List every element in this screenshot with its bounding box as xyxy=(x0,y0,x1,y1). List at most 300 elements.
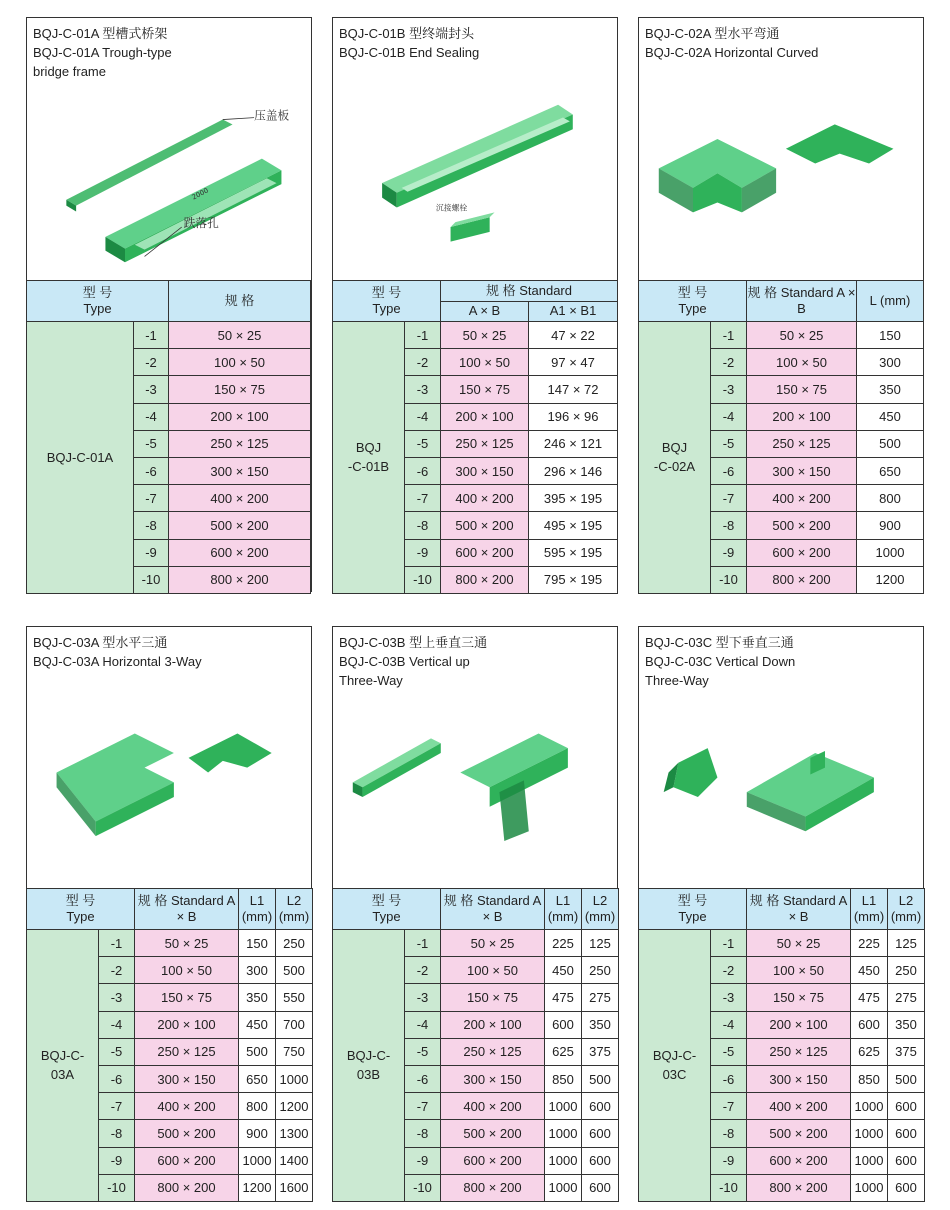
spec-col-header xyxy=(857,281,924,322)
spec-value-cell: 750 xyxy=(276,1038,313,1065)
spec-size-cell: 250 × 125 xyxy=(747,1038,851,1065)
model-suffix-cell: -6 xyxy=(405,1065,441,1092)
spec-size-cell: 400 × 200 xyxy=(169,485,311,512)
spec-table xyxy=(332,280,618,594)
type-header-cn: 型 号 xyxy=(677,893,708,908)
spec-size-cell: 500 × 200 xyxy=(747,1120,851,1147)
model-suffix-cell: -5 xyxy=(405,1038,441,1065)
spec-value-cell: 650 xyxy=(239,1065,276,1092)
model-suffix-cell: -8 xyxy=(711,512,747,539)
model-suffix-cell: -5 xyxy=(405,430,441,457)
model-suffix-cell: -4 xyxy=(134,403,169,430)
product-panel-6 xyxy=(638,626,924,1199)
type-name: BQJ-C-01A xyxy=(46,449,114,465)
spec-col-header: A × B xyxy=(441,301,529,322)
type-header-en: Type xyxy=(678,301,707,316)
spec-size-cell: 300 × 150 xyxy=(747,1065,851,1092)
spec-value-cell: 275 xyxy=(888,984,925,1011)
spec-size-cell: 800 × 200 xyxy=(441,1174,545,1201)
panel-title xyxy=(645,633,795,690)
title-line: BQJ-C-02A Horizontal Curved xyxy=(645,45,819,60)
spec-value-cell: 500 xyxy=(582,1065,619,1092)
spec-value-cell: 1000 xyxy=(545,1120,582,1147)
type-header-en: Type xyxy=(372,909,401,924)
spec-col-header-text: L (mm) xyxy=(869,293,911,308)
model-suffix-cell: -9 xyxy=(99,1147,135,1174)
type-header-cn: 型 号 xyxy=(371,893,402,908)
spec-value-cell: 495 × 195 xyxy=(529,512,618,539)
spec-size-cell: 50 × 25 xyxy=(747,930,851,957)
spec-value-cell: 150 xyxy=(239,930,276,957)
model-suffix-cell: -7 xyxy=(405,1093,441,1120)
type-name-cell xyxy=(333,930,405,1202)
spec-value-cell: 375 xyxy=(582,1038,619,1065)
model-suffix-cell: -1 xyxy=(99,930,135,957)
title-line: bridge frame xyxy=(33,64,106,79)
spec-value-cell: 1200 xyxy=(276,1093,313,1120)
spec-size-cell: 200 × 100 xyxy=(747,403,857,430)
product-illustration xyxy=(649,712,913,882)
model-suffix-cell: -6 xyxy=(134,457,169,484)
spec-size-cell: 250 × 125 xyxy=(169,430,311,457)
type-header xyxy=(333,281,441,322)
spec-col-header xyxy=(888,889,925,930)
spec-value-cell: 125 xyxy=(582,930,619,957)
spec-size-cell: 500 × 200 xyxy=(747,512,857,539)
title-line: BQJ-C-01A Trough-type xyxy=(33,45,172,60)
model-suffix-cell: -5 xyxy=(711,430,747,457)
spec-value-cell: 450 xyxy=(851,957,888,984)
spec-value-cell: 300 xyxy=(239,957,276,984)
spec-value-cell: 900 xyxy=(857,512,924,539)
spec-group-header: 规 格 Standard xyxy=(441,281,618,302)
spec-value-cell: 375 xyxy=(888,1038,925,1065)
product-illustration xyxy=(37,712,301,882)
type-name-cell xyxy=(27,322,134,594)
model-suffix-cell: -6 xyxy=(405,457,441,484)
spec-value-cell: 350 xyxy=(888,1011,925,1038)
spec-table xyxy=(26,280,311,594)
model-suffix-cell: -9 xyxy=(134,539,169,566)
spec-col-header-text: L2 (mm) xyxy=(584,893,616,924)
panel-title xyxy=(339,24,479,62)
spec-value-cell: 500 xyxy=(276,957,313,984)
spec-value-cell: 350 xyxy=(857,376,924,403)
spec-value-cell: 1000 xyxy=(851,1147,888,1174)
spec-value-cell: 500 xyxy=(857,430,924,457)
spec-size-cell: 600 × 200 xyxy=(135,1147,239,1174)
spec-size-cell: 400 × 200 xyxy=(747,1093,851,1120)
type-header-en: Type xyxy=(66,909,95,924)
model-suffix-cell: -3 xyxy=(405,984,441,1011)
product-panel-2 xyxy=(332,17,618,592)
spec-value-cell: 650 xyxy=(857,457,924,484)
type-header-en: Type xyxy=(678,909,707,924)
spec-value-cell: 600 xyxy=(888,1120,925,1147)
spec-size-cell: 100 × 50 xyxy=(441,349,529,376)
type-name-cell xyxy=(639,930,711,1202)
spec-value-cell: 600 xyxy=(545,1011,582,1038)
spec-size-cell: 200 × 100 xyxy=(169,403,311,430)
spec-value-cell: 1000 xyxy=(545,1174,582,1201)
spec-value-cell: 1000 xyxy=(276,1065,313,1092)
spec-size-cell: 250 × 125 xyxy=(441,430,529,457)
spec-col-header xyxy=(851,889,888,930)
spec-size-cell: 300 × 150 xyxy=(441,457,529,484)
spec-size-cell: 200 × 100 xyxy=(135,1011,239,1038)
model-suffix-cell: -7 xyxy=(405,485,441,512)
product-panel-5 xyxy=(332,626,618,1199)
model-suffix-cell: -4 xyxy=(405,1011,441,1038)
model-suffix-cell: -6 xyxy=(711,1065,747,1092)
title-line: BQJ-C-01A 型槽式桥架 xyxy=(33,26,168,41)
spec-value-cell: 700 xyxy=(276,1011,313,1038)
spec-col-header xyxy=(239,889,276,930)
spec-value-cell: 600 xyxy=(888,1093,925,1120)
spec-col-header-text: 规 格 Standard A × B xyxy=(749,893,848,924)
spec-size-cell: 500 × 200 xyxy=(441,512,529,539)
spec-size-cell: 400 × 200 xyxy=(747,485,857,512)
spec-value-cell: 250 xyxy=(888,957,925,984)
model-suffix-cell: -10 xyxy=(134,566,169,593)
spec-col-header-text: L2 (mm) xyxy=(890,893,922,924)
type-header xyxy=(639,889,747,930)
model-suffix-cell: -4 xyxy=(711,1011,747,1038)
model-suffix-cell: -1 xyxy=(711,930,747,957)
model-suffix-cell: -10 xyxy=(405,566,441,593)
spec-value-cell: 225 xyxy=(851,930,888,957)
spec-value-cell: 600 xyxy=(888,1174,925,1201)
type-name-cell xyxy=(27,930,99,1202)
spec-size-cell: 50 × 25 xyxy=(441,930,545,957)
table-row xyxy=(333,322,618,349)
type-name: BQJ -C-01B xyxy=(347,440,390,475)
model-suffix-cell: -6 xyxy=(99,1065,135,1092)
model-suffix-cell: -6 xyxy=(711,457,747,484)
model-suffix-cell: -8 xyxy=(134,512,169,539)
title-line: BQJ-C-03B 型上垂直三通 xyxy=(339,635,488,650)
spec-value-cell: 550 xyxy=(276,984,313,1011)
spec-size-cell: 50 × 25 xyxy=(441,322,529,349)
spec-value-cell: 625 xyxy=(851,1038,888,1065)
spec-value-cell: 250 xyxy=(582,957,619,984)
spec-size-cell: 250 × 125 xyxy=(135,1038,239,1065)
spec-table xyxy=(332,888,619,1202)
model-suffix-cell: -7 xyxy=(134,485,169,512)
model-suffix-cell: -10 xyxy=(711,566,747,593)
spec-value-cell: 250 xyxy=(276,930,313,957)
spec-size-cell: 100 × 50 xyxy=(441,957,545,984)
spec-size-cell: 150 × 75 xyxy=(135,984,239,1011)
spec-value-cell: 275 xyxy=(582,984,619,1011)
spec-value-cell: 246 × 121 xyxy=(529,430,618,457)
spec-value-cell: 47 × 22 xyxy=(529,322,618,349)
spec-col-header xyxy=(169,281,311,322)
spec-table xyxy=(26,888,313,1202)
spec-value-cell: 1000 xyxy=(239,1147,276,1174)
title-line: BQJ-C-03C Vertical Down xyxy=(645,654,796,669)
label-bolt: 沉接螺栓 xyxy=(435,203,468,213)
spec-size-cell: 600 × 200 xyxy=(441,539,529,566)
spec-col-header-text: L1 (mm) xyxy=(853,893,885,924)
model-suffix-cell: -7 xyxy=(99,1093,135,1120)
spec-size-cell: 600 × 200 xyxy=(747,539,857,566)
model-suffix-cell: -9 xyxy=(711,539,747,566)
spec-size-cell: 150 × 75 xyxy=(747,376,857,403)
spec-value-cell: 1400 xyxy=(276,1147,313,1174)
spec-size-cell: 500 × 200 xyxy=(135,1120,239,1147)
title-line: BQJ-C-03C 型下垂直三通 xyxy=(645,635,794,650)
model-suffix-cell: -8 xyxy=(405,512,441,539)
type-name-cell xyxy=(639,322,711,594)
model-suffix-cell: -3 xyxy=(711,984,747,1011)
spec-value-cell: 147 × 72 xyxy=(529,376,618,403)
spec-col-header-text: 规 格 Standard A × B xyxy=(747,285,856,316)
spec-size-cell: 50 × 25 xyxy=(169,322,311,349)
spec-table xyxy=(638,280,924,594)
spec-value-cell: 1300 xyxy=(276,1120,313,1147)
model-suffix-cell: -3 xyxy=(99,984,135,1011)
model-suffix-cell: -9 xyxy=(405,539,441,566)
model-suffix-cell: -3 xyxy=(405,376,441,403)
model-suffix-cell: -2 xyxy=(134,349,169,376)
model-suffix-cell: -3 xyxy=(711,376,747,403)
model-suffix-cell: -5 xyxy=(711,1038,747,1065)
spec-value-cell: 125 xyxy=(888,930,925,957)
spec-value-cell: 600 xyxy=(582,1120,619,1147)
spec-value-cell: 1000 xyxy=(545,1147,582,1174)
spec-value-cell: 795 × 195 xyxy=(529,566,618,593)
spec-value-cell: 225 xyxy=(545,930,582,957)
spec-value-cell: 1200 xyxy=(857,566,924,593)
model-suffix-cell: -5 xyxy=(99,1038,135,1065)
spec-size-cell: 300 × 150 xyxy=(135,1065,239,1092)
spec-size-cell: 800 × 200 xyxy=(441,566,529,593)
model-suffix-cell: -9 xyxy=(711,1147,747,1174)
model-suffix-cell: -1 xyxy=(405,322,441,349)
model-suffix-cell: -4 xyxy=(99,1011,135,1038)
spec-table xyxy=(638,888,925,1202)
spec-value-cell: 350 xyxy=(239,984,276,1011)
spec-col-header xyxy=(135,889,239,930)
spec-value-cell: 475 xyxy=(851,984,888,1011)
spec-col-header-text: L2 (mm) xyxy=(278,893,310,924)
spec-col-header-text: 规 格 xyxy=(224,293,255,308)
model-suffix-cell: -2 xyxy=(405,349,441,376)
type-header-cn: 型 号 xyxy=(65,893,96,908)
spec-col-header xyxy=(545,889,582,930)
model-suffix-cell: -9 xyxy=(405,1147,441,1174)
spec-size-cell: 800 × 200 xyxy=(747,566,857,593)
model-suffix-cell: -4 xyxy=(711,403,747,430)
spec-value-cell: 800 xyxy=(239,1093,276,1120)
spec-size-cell: 200 × 100 xyxy=(747,1011,851,1038)
product-illustration xyxy=(343,712,607,882)
product-illustration xyxy=(37,88,301,288)
model-suffix-cell: -2 xyxy=(711,349,747,376)
model-suffix-cell: -1 xyxy=(711,322,747,349)
type-header xyxy=(333,889,441,930)
spec-size-cell: 150 × 75 xyxy=(747,984,851,1011)
title-line: BQJ-C-01B 型终端封头 xyxy=(339,26,475,41)
model-suffix-cell: -2 xyxy=(405,957,441,984)
panel-title xyxy=(33,24,172,81)
spec-size-cell: 600 × 200 xyxy=(169,539,311,566)
table-row xyxy=(333,930,619,957)
model-suffix-cell: -8 xyxy=(711,1120,747,1147)
type-header-en: Type xyxy=(372,301,401,316)
spec-value-cell: 900 xyxy=(239,1120,276,1147)
title-line: BQJ-C-02A 型水平弯通 xyxy=(645,26,780,41)
spec-value-cell: 300 xyxy=(857,349,924,376)
label-length: 2000 xyxy=(190,186,210,202)
spec-size-cell: 150 × 75 xyxy=(169,376,311,403)
spec-value-cell: 595 × 195 xyxy=(529,539,618,566)
spec-size-cell: 100 × 50 xyxy=(135,957,239,984)
title-line: Three-Way xyxy=(339,673,403,688)
spec-value-cell: 395 × 195 xyxy=(529,485,618,512)
spec-size-cell: 100 × 50 xyxy=(747,957,851,984)
spec-value-cell: 600 xyxy=(851,1011,888,1038)
product-panel-3 xyxy=(638,17,924,592)
spec-value-cell: 500 xyxy=(239,1038,276,1065)
type-header xyxy=(639,281,747,322)
model-suffix-cell: -10 xyxy=(99,1174,135,1201)
model-suffix-cell: -10 xyxy=(405,1174,441,1201)
spec-size-cell: 300 × 150 xyxy=(747,457,857,484)
spec-size-cell: 250 × 125 xyxy=(747,430,857,457)
spec-value-cell: 600 xyxy=(582,1174,619,1201)
spec-size-cell: 800 × 200 xyxy=(135,1174,239,1201)
spec-value-cell: 600 xyxy=(582,1147,619,1174)
type-header-cn: 型 号 xyxy=(82,285,113,300)
spec-value-cell: 450 xyxy=(857,403,924,430)
model-suffix-cell: -5 xyxy=(134,430,169,457)
spec-col-header-text: 规 格 Standard A × B xyxy=(443,893,542,924)
spec-value-cell: 800 xyxy=(857,485,924,512)
spec-size-cell: 600 × 200 xyxy=(441,1147,545,1174)
title-line: BQJ-C-01B End Sealing xyxy=(339,45,480,60)
spec-value-cell: 196 × 96 xyxy=(529,403,618,430)
model-suffix-cell: -7 xyxy=(711,485,747,512)
spec-value-cell: 150 xyxy=(857,322,924,349)
type-name: BQJ-C- 03A xyxy=(40,1048,85,1083)
spec-col-header xyxy=(582,889,619,930)
spec-col-header-text: L1 (mm) xyxy=(241,893,273,924)
spec-value-cell: 350 xyxy=(582,1011,619,1038)
type-header-cn: 型 号 xyxy=(677,285,708,300)
spec-col-header xyxy=(276,889,313,930)
model-suffix-cell: -2 xyxy=(711,957,747,984)
type-header-en: Type xyxy=(83,301,112,316)
spec-value-cell: 475 xyxy=(545,984,582,1011)
label-cover-plate: 压盖板 xyxy=(254,108,290,123)
spec-size-cell: 400 × 200 xyxy=(135,1093,239,1120)
product-illustration xyxy=(343,78,607,288)
spec-size-cell: 300 × 150 xyxy=(441,1065,545,1092)
spec-value-cell: 1000 xyxy=(851,1174,888,1201)
model-suffix-cell: -3 xyxy=(134,376,169,403)
panel-title xyxy=(339,633,487,690)
spec-value-cell: 1000 xyxy=(851,1120,888,1147)
spec-value-cell: 850 xyxy=(545,1065,582,1092)
spec-col-header-text: L1 (mm) xyxy=(547,893,579,924)
type-header xyxy=(27,281,169,322)
spec-value-cell: 450 xyxy=(239,1011,276,1038)
model-suffix-cell: -4 xyxy=(405,403,441,430)
type-name: BQJ -C-02A xyxy=(653,440,696,475)
spec-value-cell: 1600 xyxy=(276,1174,313,1201)
product-panel-1 xyxy=(26,17,312,592)
panel-title xyxy=(33,633,202,671)
spec-value-cell: 97 × 47 xyxy=(529,349,618,376)
spec-value-cell: 500 xyxy=(888,1065,925,1092)
spec-col-header xyxy=(441,889,545,930)
table-row xyxy=(639,322,924,349)
type-name-cell xyxy=(333,322,405,594)
spec-col-header-text: 规 格 Standard A × B xyxy=(137,893,236,924)
model-suffix-cell: -8 xyxy=(99,1120,135,1147)
spec-value-cell: 450 xyxy=(545,957,582,984)
spec-size-cell: 500 × 200 xyxy=(169,512,311,539)
model-suffix-cell: -1 xyxy=(405,930,441,957)
spec-size-cell: 200 × 100 xyxy=(441,1011,545,1038)
panel-title xyxy=(645,24,818,62)
spec-col-header: A1 × B1 xyxy=(529,301,618,322)
title-line: BQJ-C-03B Vertical up xyxy=(339,654,470,669)
title-line: BQJ-C-03A 型水平三通 xyxy=(33,635,168,650)
spec-size-cell: 600 × 200 xyxy=(747,1147,851,1174)
model-suffix-cell: -2 xyxy=(99,957,135,984)
model-suffix-cell: -1 xyxy=(134,322,169,349)
spec-value-cell: 625 xyxy=(545,1038,582,1065)
product-illustration xyxy=(649,78,913,288)
type-name: BQJ-C- 03B xyxy=(346,1048,391,1083)
spec-size-cell: 300 × 150 xyxy=(169,457,311,484)
spec-value-cell: 600 xyxy=(582,1093,619,1120)
spec-size-cell: 50 × 25 xyxy=(135,930,239,957)
spec-size-cell: 800 × 200 xyxy=(169,566,311,593)
title-line: BQJ-C-03A Horizontal 3-Way xyxy=(33,654,202,669)
model-suffix-cell: -10 xyxy=(711,1174,747,1201)
spec-size-cell: 150 × 75 xyxy=(441,984,545,1011)
table-row xyxy=(27,322,311,349)
spec-size-cell: 100 × 50 xyxy=(747,349,857,376)
spec-size-cell: 400 × 200 xyxy=(441,1093,545,1120)
model-suffix-cell: -8 xyxy=(405,1120,441,1147)
spec-size-cell: 400 × 200 xyxy=(441,485,529,512)
table-row xyxy=(27,930,313,957)
spec-col-header xyxy=(747,889,851,930)
spec-size-cell: 100 × 50 xyxy=(169,349,311,376)
spec-value-cell: 1000 xyxy=(851,1093,888,1120)
title-line: Three-Way xyxy=(645,673,709,688)
spec-value-cell: 296 × 146 xyxy=(529,457,618,484)
type-header xyxy=(27,889,135,930)
type-header-cn: 型 号 xyxy=(371,285,402,300)
spec-value-cell: 1200 xyxy=(239,1174,276,1201)
spec-size-cell: 50 × 25 xyxy=(747,322,857,349)
spec-value-cell: 600 xyxy=(888,1147,925,1174)
label-drop-hole: 跌落孔 xyxy=(183,216,219,231)
spec-value-cell: 850 xyxy=(851,1065,888,1092)
spec-size-cell: 200 × 100 xyxy=(441,403,529,430)
spec-size-cell: 150 × 75 xyxy=(441,376,529,403)
product-panel-4 xyxy=(26,626,312,1199)
spec-size-cell: 500 × 200 xyxy=(441,1120,545,1147)
spec-col-header xyxy=(747,281,857,322)
spec-value-cell: 1000 xyxy=(545,1093,582,1120)
